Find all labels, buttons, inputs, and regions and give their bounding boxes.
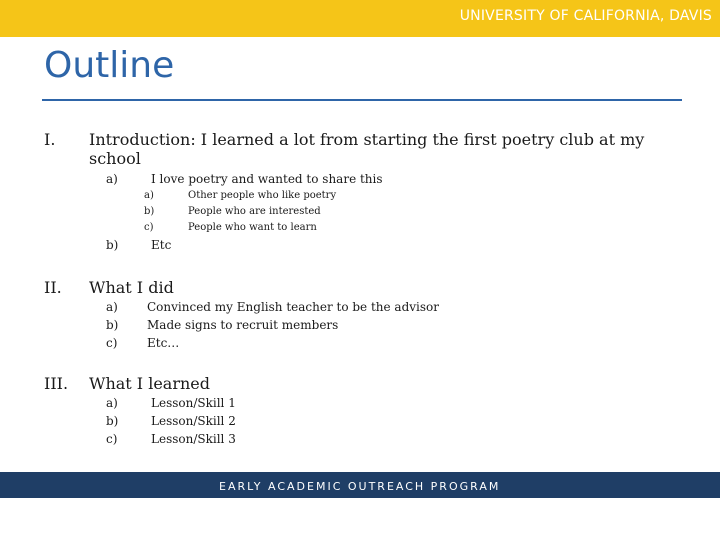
section-heading: What I learned: [89, 374, 210, 393]
sub-list-item: People who are interested: [188, 206, 321, 217]
subitem-letter: a): [144, 190, 154, 201]
subitem-letter: b): [144, 206, 155, 217]
item-letter: c): [106, 432, 118, 446]
item-letter: c): [106, 336, 118, 350]
section-numeral: I.: [44, 130, 56, 149]
section-heading-continued: school: [89, 149, 141, 168]
university-name: UNIVERSITY OF CALIFORNIA, DAVIS: [459, 8, 712, 24]
list-item: Lesson/Skill 1: [151, 396, 236, 410]
list-item: Etc…: [147, 336, 180, 350]
list-item: Etc: [151, 238, 172, 252]
item-letter: b): [106, 414, 119, 428]
list-item: I love poetry and wanted to share this: [151, 172, 383, 186]
sub-list-item: Other people who like poetry: [188, 190, 337, 201]
subitem-letter: c): [144, 222, 154, 233]
section-heading: What I did: [89, 278, 174, 297]
slide-title: Outline: [44, 45, 175, 86]
list-item: Lesson/Skill 3: [151, 432, 236, 446]
item-letter: a): [106, 396, 118, 410]
section-numeral: III.: [44, 374, 69, 393]
section-heading: Introduction: I learned a lot from starting the first poetry club at my: [89, 130, 645, 149]
title-divider: [42, 99, 682, 101]
program-name: EARLY ACADEMIC OUTREACH PROGRAM: [219, 480, 501, 493]
sub-list-item: People who want to learn: [188, 222, 317, 233]
list-item: Lesson/Skill 2: [151, 414, 236, 428]
item-letter: a): [106, 172, 118, 186]
section-numeral: II.: [44, 278, 62, 297]
item-letter: a): [106, 300, 118, 314]
item-letter: b): [106, 318, 119, 332]
item-letter: b): [106, 238, 119, 252]
list-item: Convinced my English teacher to be the advisor: [147, 300, 439, 314]
list-item: Made signs to recruit members: [147, 318, 339, 332]
